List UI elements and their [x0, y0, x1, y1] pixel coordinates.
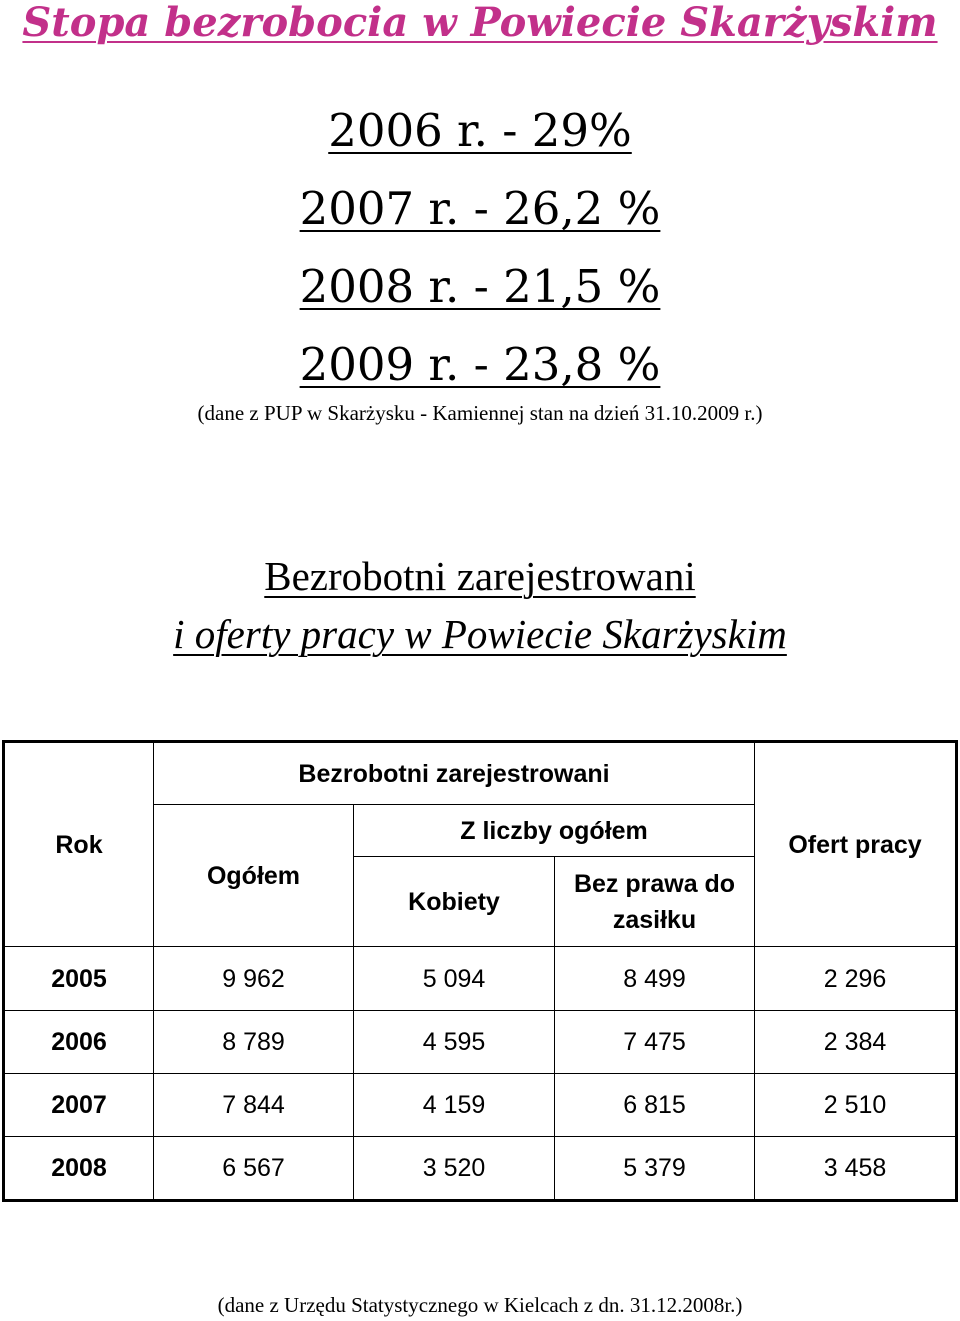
cell-ogolem: 8 789	[154, 1011, 354, 1074]
table-row	[4, 1011, 957, 1074]
cell-oferty: 2 384	[755, 1011, 957, 1074]
source-note-pup: (dane z PUP w Skarżysku - Kamiennej stan na dzień 31.10.2009 r.)	[197, 401, 763, 425]
table-heading-line-1: Bezrobotni zarejestrowani	[264, 553, 696, 599]
table-row	[4, 1074, 957, 1137]
rate-2009: 2009 r. - 23,8 %	[299, 338, 661, 391]
rate-2007: 2007 r. - 26,2 %	[299, 182, 661, 235]
cell-oferty: 2 510	[755, 1074, 957, 1137]
cell-ogolem: 7 844	[154, 1074, 354, 1137]
cell-bez-prawa: 7 475	[555, 1011, 755, 1074]
cell-kobiety: 4 595	[354, 1011, 555, 1074]
rate-2008: 2008 r. - 21,5 %	[299, 260, 661, 313]
page-title: Stopa bezrobocia w Powiecie Skarżyskim	[22, 0, 938, 46]
header-oferty: Ofert pracy	[755, 742, 957, 947]
cell-bez-prawa: 8 499	[555, 947, 755, 1011]
cell-bez-prawa: 6 815	[555, 1074, 755, 1137]
header-bez-prawa: Bez prawa do zasiłku	[555, 857, 755, 947]
unemployment-table	[2, 740, 958, 1202]
cell-oferty: 2 296	[755, 947, 957, 1011]
cell-kobiety: 3 520	[354, 1137, 555, 1201]
cell-ogolem: 6 567	[154, 1137, 354, 1201]
unemployment-rates-list	[0, 92, 960, 404]
table-heading	[0, 547, 960, 663]
cell-rok: 2008	[4, 1137, 154, 1201]
header-ogolem: Ogółem	[154, 805, 354, 947]
table-row	[4, 1137, 957, 1201]
table-row	[4, 947, 957, 1011]
header-z-liczby: Z liczby ogółem	[354, 805, 755, 857]
cell-kobiety: 5 094	[354, 947, 555, 1011]
header-bezrobotni: Bezrobotni zarejestrowani	[154, 742, 755, 805]
cell-rok: 2006	[4, 1011, 154, 1074]
cell-rok: 2005	[4, 947, 154, 1011]
cell-ogolem: 9 962	[154, 947, 354, 1011]
source-note-gus: (dane z Urzędu Statystycznego w Kielcach z dn. 31.12.2008r.)	[217, 1293, 743, 1317]
cell-rok: 2007	[4, 1074, 154, 1137]
cell-kobiety: 4 159	[354, 1074, 555, 1137]
header-rok: Rok	[4, 742, 154, 947]
header-kobiety: Kobiety	[354, 857, 555, 947]
rate-2006: 2006 r. - 29%	[328, 104, 632, 157]
table-heading-line-2: i oferty pracy w Powiecie Skarżyskim	[173, 611, 787, 657]
cell-bez-prawa: 5 379	[555, 1137, 755, 1201]
cell-oferty: 3 458	[755, 1137, 957, 1201]
